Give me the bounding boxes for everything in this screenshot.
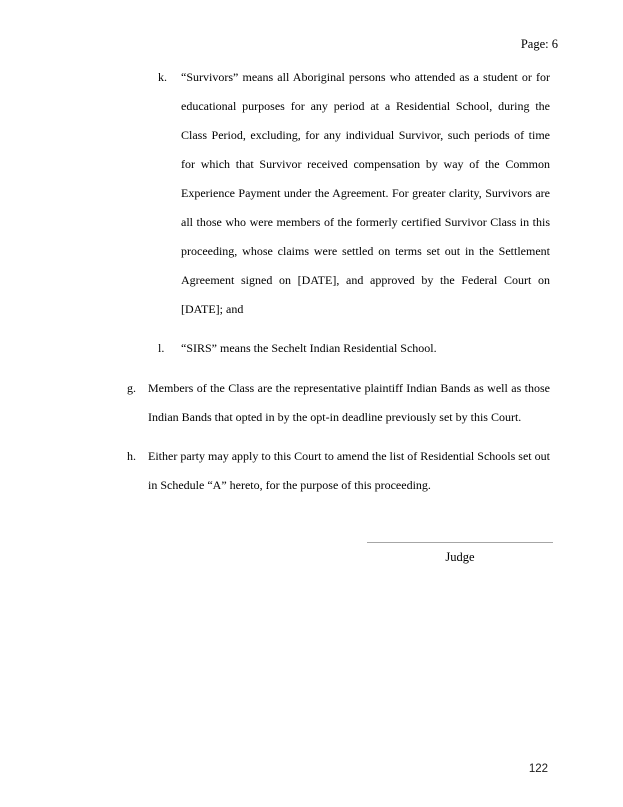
judge-signature-label: Judge xyxy=(445,550,475,564)
paragraph-line: in Schedule “A” hereto, for the purpose of this proceeding. xyxy=(148,478,431,492)
page-number: 122 xyxy=(528,763,548,775)
paragraph-h xyxy=(148,442,550,500)
paragraph-line: all those who were members of the formerly certified Survivor Class in this xyxy=(181,215,550,229)
list-item-l xyxy=(158,334,550,363)
paragraph-line: Members of the Class are the representative plaintiff Indian Bands as well as those xyxy=(148,381,550,395)
paragraph-l xyxy=(181,334,550,363)
paragraph-line: Class Period, excluding, for any individual Survivor, such periods of time xyxy=(181,128,550,142)
paragraph-line: for which that Survivor received compensation by way of the Common xyxy=(181,157,550,171)
list-marker-h: h. xyxy=(127,449,136,463)
paragraph-line: [DATE]; and xyxy=(181,302,244,316)
paragraph-line: Either party may apply to this Court to amend the list of Residential Schools set out xyxy=(148,449,550,463)
paragraph-g xyxy=(148,374,550,432)
paragraph-line: Agreement signed on [DATE], and approved by the Federal Court on xyxy=(181,273,550,287)
list-item-g xyxy=(127,374,550,432)
paragraph-line: “Survivors” means all Aboriginal persons who attended as a student or for xyxy=(181,70,550,84)
paragraph-line: Experience Payment under the Agreement. For greater clarity, Survivors are xyxy=(181,186,550,200)
paragraph-line: educational purposes for any period at a Residential School, during the xyxy=(181,99,550,113)
list-marker-g: g. xyxy=(127,381,136,395)
list-marker-l: l. xyxy=(158,341,165,355)
signature-block xyxy=(367,542,553,565)
paragraph-k xyxy=(181,63,550,324)
paragraph-line: “SIRS” means the Sechelt Indian Residential School. xyxy=(181,341,437,355)
list-marker-k: k. xyxy=(158,70,167,84)
list-item-h xyxy=(127,442,550,500)
paragraph-line: proceeding, whose claims were settled on terms set out in the Settlement xyxy=(181,244,550,258)
list-item-k xyxy=(158,63,550,324)
page-header-label: Page: 6 xyxy=(520,37,558,51)
paragraph-line: Indian Bands that opted in by the opt-in deadline previously set by this Court. xyxy=(148,410,522,424)
